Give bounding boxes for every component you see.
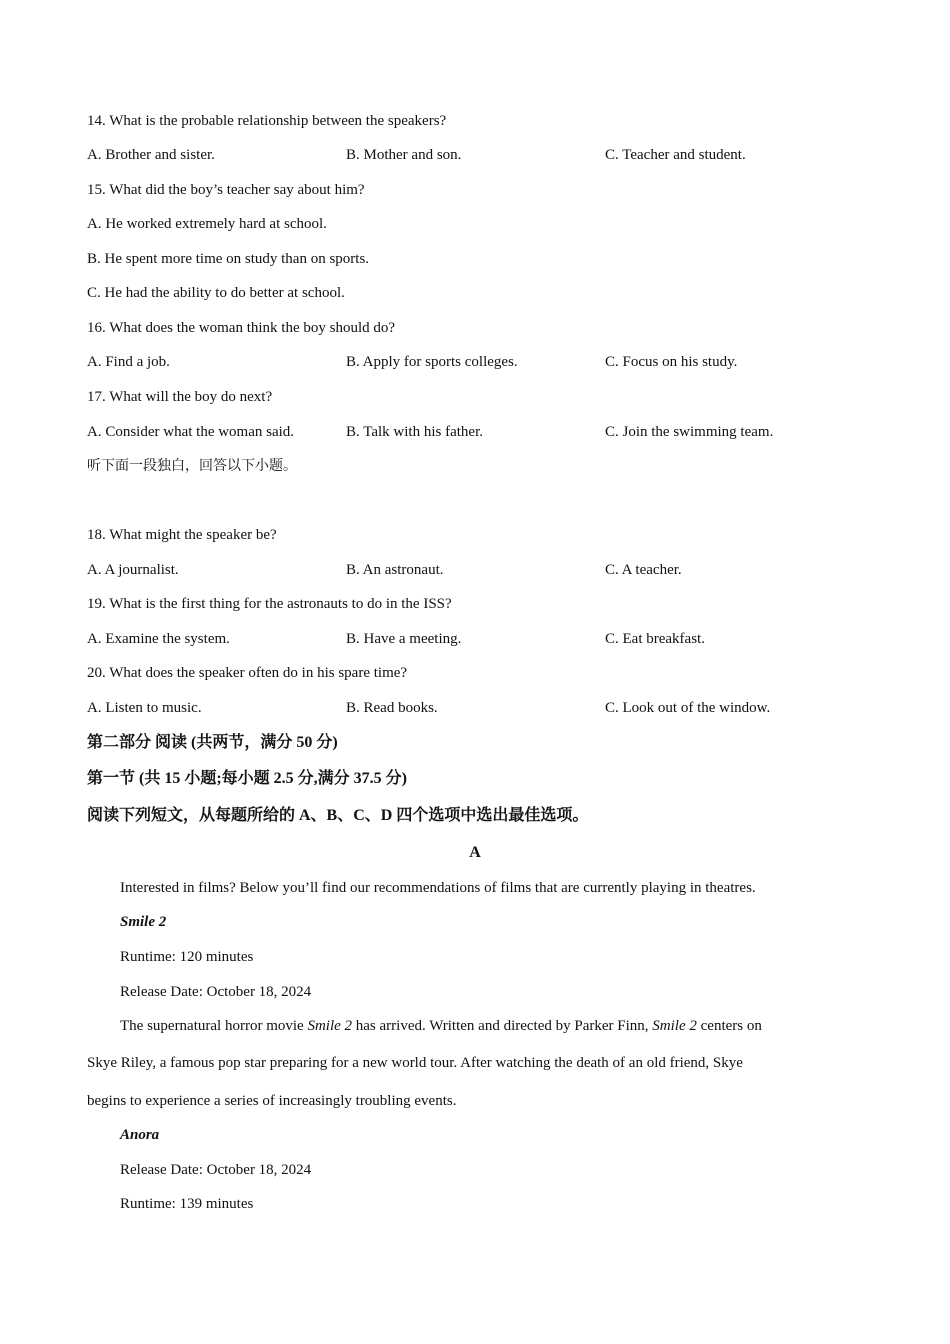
q19-option-a[interactable]: A. Examine the system. bbox=[87, 631, 230, 647]
q19-option-c[interactable]: C. Eat breakfast. bbox=[605, 631, 705, 647]
q18-option-b[interactable]: B. An astronaut. bbox=[346, 562, 444, 578]
q17-option-c[interactable]: C. Join the swimming team. bbox=[605, 424, 774, 440]
q20-option-a[interactable]: A. Listen to music. bbox=[87, 700, 202, 716]
question-14: 14. What is the probable relationship between the speakers? bbox=[87, 113, 447, 129]
q20-option-c[interactable]: C. Look out of the window. bbox=[605, 700, 771, 716]
question-17: 17. What will the boy do next? bbox=[87, 389, 273, 405]
q20-option-b[interactable]: B. Read books. bbox=[346, 700, 438, 716]
q15-option-b[interactable]: B. He spent more time on study than on sports. bbox=[87, 251, 370, 267]
film-1-title: Smile 2 bbox=[120, 914, 167, 930]
question-18: 18. What might the speaker be? bbox=[87, 527, 277, 543]
film-2-title: Anora bbox=[120, 1127, 160, 1143]
q17-option-b[interactable]: B. Talk with his father. bbox=[346, 424, 483, 440]
q16-option-c[interactable]: C. Focus on his study. bbox=[605, 354, 738, 370]
q18-option-a[interactable]: A. A journalist. bbox=[87, 562, 179, 578]
question-20: 20. What does the speaker often do in his spare time? bbox=[87, 665, 408, 681]
q15-option-a[interactable]: A. He worked extremely hard at school. bbox=[87, 216, 327, 232]
film-1-description-line-1 bbox=[120, 1017, 762, 1035]
part-two-title: 第二部分 阅读 (共两节，满分 50 分) bbox=[87, 734, 338, 751]
passage-intro: Interested in films? Below you’ll find our recommendations of films that are currently playing in theatres. bbox=[120, 880, 756, 896]
film-1-description-line-2: Skye Riley, a famous pop star preparing for a new world tour. After watching the death of an old friend, Skye bbox=[87, 1055, 743, 1071]
q14-option-b[interactable]: B. Mother and son. bbox=[346, 147, 462, 163]
desc-text-a: The supernatural horror movie bbox=[120, 1018, 308, 1034]
section-one-title: 第一节 (共 15 小题;每小题 2.5 分,满分 37.5 分) bbox=[87, 770, 407, 787]
q18-option-c[interactable]: C. A teacher. bbox=[605, 562, 682, 578]
reading-instruction: 阅读下列短文，从每题所给的 A、B、C、D 四个选项中选出最佳选项。 bbox=[87, 807, 589, 824]
q14-option-c[interactable]: C. Teacher and student. bbox=[605, 147, 746, 163]
desc-text-c: centers on bbox=[696, 1018, 762, 1034]
q17-option-a[interactable]: A. Consider what the woman said. bbox=[87, 424, 295, 440]
question-16: 16. What does the woman think the boy should do? bbox=[87, 320, 396, 336]
monologue-instruction: 听下面一段独白，回答以下小题。 bbox=[87, 458, 297, 474]
q16-option-b[interactable]: B. Apply for sports colleges. bbox=[346, 354, 518, 370]
q16-option-a[interactable]: A. Find a job. bbox=[87, 354, 170, 370]
film-2-runtime: Runtime: 139 minutes bbox=[120, 1196, 254, 1212]
q15-option-c[interactable]: C. He had the ability to do better at school. bbox=[87, 285, 345, 301]
passage-letter: A bbox=[469, 844, 481, 861]
desc-film-title-2: Smile 2 bbox=[652, 1018, 697, 1034]
film-1-description-line-3: begins to experience a series of increasingly troubling events. bbox=[87, 1093, 457, 1109]
film-1-runtime: Runtime: 120 minutes bbox=[120, 949, 254, 965]
q19-option-b[interactable]: B. Have a meeting. bbox=[346, 631, 462, 647]
film-2-release: Release Date: October 18, 2024 bbox=[120, 1162, 312, 1178]
film-1-release: Release Date: October 18, 2024 bbox=[120, 984, 312, 1000]
question-15: 15. What did the boy’s teacher say about him? bbox=[87, 182, 365, 198]
desc-text-b: has arrived. Written and directed by Parker Finn, bbox=[352, 1018, 653, 1034]
q14-option-a[interactable]: A. Brother and sister. bbox=[87, 147, 215, 163]
question-19: 19. What is the first thing for the astronauts to do in the ISS? bbox=[87, 596, 452, 612]
desc-film-title-1: Smile 2 bbox=[307, 1018, 353, 1034]
